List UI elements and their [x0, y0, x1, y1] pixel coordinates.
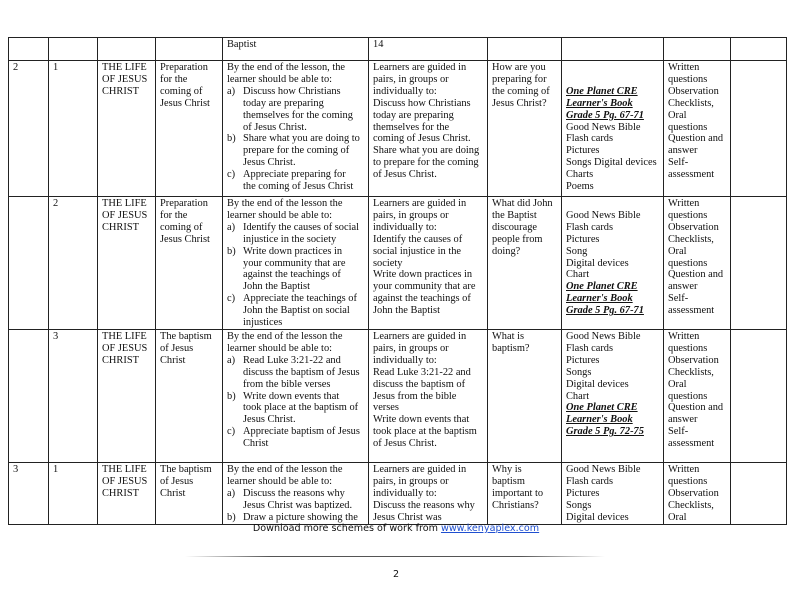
kenyaplex-link[interactable]: www.kenyaplex.com [440, 523, 540, 534]
outcomes-intro: By the end of the lesson the learner should be able to: [227, 330, 343, 354]
outcome-item [227, 355, 364, 391]
outcome-item [227, 246, 364, 294]
footer-text: Download more schemes of work from [252, 523, 441, 534]
sub-strand-cell: Preparation for the coming of Jesus Christ [156, 61, 223, 197]
outcome-text: Appreciate preparing for the coming of Jesus Christ [243, 169, 354, 193]
table-row [9, 462, 787, 524]
textbook-reference: One Planet CRE Learner's Book Grade 5 Pg. 67-71 [566, 85, 644, 121]
resource-list [566, 62, 659, 86]
learning-experiences-cell: Learners are guided in pairs, in groups or individually to: Discuss how Christians today are preparing themselves for the coming of Jesus Christ. Share what you are doing to prepare for the coming of Jesus Christ. [369, 61, 488, 197]
reflection-cell [731, 329, 787, 462]
outcome-label: a) [227, 85, 236, 97]
week-cell: 2 [9, 61, 49, 197]
lesson-cell [49, 38, 98, 61]
sub-strand-cell: Preparation for the coming of Jesus Christ [156, 197, 223, 330]
strand-cell: THE LIFE OF JESUS CHRIST [98, 462, 156, 524]
sub-strand-cell: The baptism of Jesus Christ [156, 329, 223, 462]
assessment-cell: Written questions Observation Checklists, Oral [664, 462, 731, 524]
learning-experiences-cell: Learners are guided in pairs, in groups or individually to: Discuss the reasons why Jesus Christ was [369, 462, 488, 524]
strand-cell: THE LIFE OF JESUS CHRIST [98, 197, 156, 330]
outcome-item [227, 512, 364, 524]
table-row [9, 38, 787, 61]
lesson-cell: 1 [49, 61, 98, 197]
outcome-text: Write down practices in your community that are against the teachings of John the Baptist [243, 245, 346, 293]
assessment-cell: Written questions Observation Checklists, Oral questions Question and answer Self- assessment [664, 61, 731, 197]
resources-cell [562, 462, 664, 524]
lesson-cell: 2 [49, 197, 98, 330]
outcome-item [227, 133, 364, 169]
outcomes-intro: By the end of the lesson the learner should be able to: [227, 463, 343, 487]
reflection-cell [731, 61, 787, 197]
table-row [9, 197, 787, 330]
table-row [9, 329, 787, 462]
week-cell [9, 197, 49, 330]
outcomes-intro: Baptist [227, 39, 257, 50]
resources-cell [562, 329, 664, 462]
footer-download-note [0, 523, 792, 534]
learning-outcomes-cell [223, 197, 369, 330]
resource-list: Good News Bible Flash cards Pictures Songs Digital devices Chart [566, 330, 641, 402]
key-inquiry-cell: Why is baptism important to Christians? [488, 462, 562, 524]
learning-experiences-cell: 14 [369, 38, 488, 61]
outcome-label: b) [227, 511, 236, 523]
assessment-cell: Written questions Observation Checklists, Oral questions Question and answer Self- assessment [664, 329, 731, 462]
outcome-item [227, 426, 364, 450]
textbook-reference: One Planet CRE Learner's Book Grade 5 Pg. 72-75 [566, 402, 644, 438]
resource-list: Good News Bible Flash cards Pictures Song Digital devices Chart [566, 209, 641, 281]
learning-outcomes-cell [223, 462, 369, 524]
outcome-item [227, 222, 364, 246]
reflection-cell [731, 38, 787, 61]
page-number: 2 [392, 569, 400, 580]
outcome-item [227, 488, 364, 512]
resource-list: Good News Bible Flash cards Pictures Songs Digital devices Charts Poems [566, 121, 657, 193]
sub-strand-cell [156, 38, 223, 61]
assessment-cell [664, 38, 731, 61]
outcome-text: Share what you are doing to prepare for the coming of Jesus Christ. [243, 133, 360, 169]
lesson-cell: 1 [49, 462, 98, 524]
outcome-label: c) [227, 293, 236, 305]
learning-experiences-cell: Learners are guided in pairs, in groups or individually to: Read Luke 3:21-22 and discuss the baptism of Jesus from the bible verses Write down events that took place at the baptism of Jesus Christ. [369, 329, 488, 462]
outcome-text: Discuss the reasons why Jesus Christ was baptized. [243, 487, 353, 511]
scheme-of-work-table [8, 37, 787, 525]
sub-strand-cell: The baptism of Jesus Christ [156, 462, 223, 524]
table-row [9, 61, 787, 197]
learning-outcomes-cell [223, 38, 369, 61]
assessment-cell: Written questions Observation Checklists, Oral questions Question and answer Self- assessment [664, 197, 731, 330]
resource-list: Good News Bible Flash cards Pictures Songs Digital devices [566, 463, 641, 523]
outcome-text: Write down events that took place at the baptism of Jesus Christ. [243, 390, 359, 426]
outcome-label: a) [227, 221, 236, 233]
outcome-text: Draw a picture showing the [243, 511, 358, 523]
outcome-label: c) [227, 426, 236, 438]
outcome-item [227, 86, 364, 134]
outcome-label: a) [227, 354, 236, 366]
outcome-item [227, 169, 364, 193]
key-inquiry-cell [488, 38, 562, 61]
week-cell: 3 [9, 462, 49, 524]
outcome-text: Appreciate baptism of Jesus Christ [243, 426, 360, 450]
strand-cell: THE LIFE OF JESUS CHRIST [98, 329, 156, 462]
outcome-text: Read Luke 3:21-22 and discuss the baptism of Jesus from the bible verses [243, 354, 360, 390]
resources-cell [562, 197, 664, 330]
key-inquiry-cell: What did John the Baptist discourage people from doing? [488, 197, 562, 330]
outcome-label: c) [227, 169, 236, 181]
learning-experiences-cell: Learners are guided in pairs, in groups or individually to: Identify the causes of social injustice in the society Write down practices in your community that are against the teachings of John the Baptist [369, 197, 488, 330]
lesson-cell: 3 [49, 329, 98, 462]
resources-cell [562, 61, 664, 197]
learning-outcomes-cell [223, 61, 369, 197]
resources-cell [562, 38, 664, 61]
footer-divider [185, 556, 605, 557]
learning-outcomes-cell [223, 329, 369, 462]
week-cell [9, 38, 49, 61]
textbook-reference: One Planet CRE Learner's Book Grade 5 Pg. 67-71 [566, 281, 644, 317]
reflection-cell [731, 197, 787, 330]
outcome-text: Appreciate the teachings of John the Baptist on social injustices [243, 293, 357, 329]
outcome-label: b) [227, 133, 236, 145]
outcome-item [227, 293, 364, 329]
outcome-item [227, 391, 364, 427]
strand-cell [98, 38, 156, 61]
outcome-label: a) [227, 487, 236, 499]
week-cell [9, 329, 49, 462]
outcomes-intro: By the end of the lesson the learner should be able to: [227, 198, 343, 221]
key-inquiry-cell: How are you preparing for the coming of Jesus Christ? [488, 61, 562, 197]
reflection-cell [731, 462, 787, 524]
key-inquiry-cell: What is baptism? [488, 329, 562, 462]
outcome-label: b) [227, 245, 236, 257]
outcome-text: Discuss how Christians today are preparing themselves for the coming of Jesus Christ. [243, 85, 353, 133]
strand-cell: THE LIFE OF JESUS CHRIST [98, 61, 156, 197]
outcome-text: Identify the causes of social injustice in the society [243, 221, 359, 245]
outcomes-intro: By the end of the lesson, the learner should be able to: [227, 62, 346, 85]
outcome-label: b) [227, 390, 236, 402]
